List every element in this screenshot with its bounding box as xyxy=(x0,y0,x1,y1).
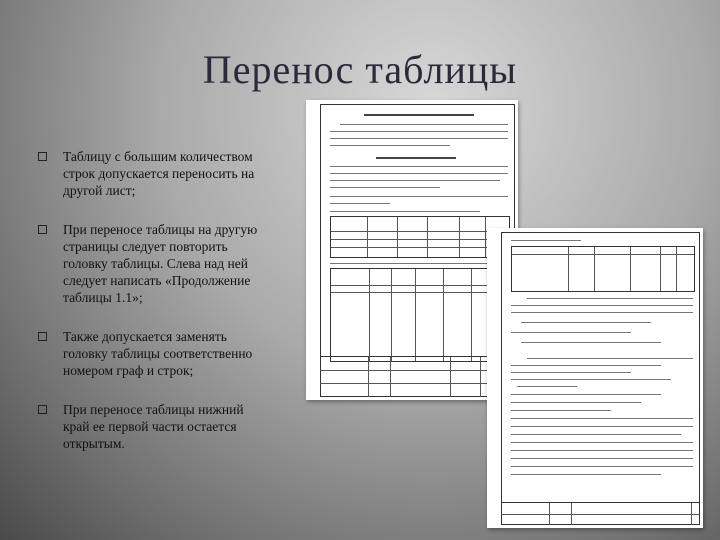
large-table-part-1 xyxy=(330,268,510,362)
text-line xyxy=(511,466,693,467)
text-line xyxy=(511,410,611,411)
table-caption-line xyxy=(330,211,480,212)
title-block-stamp xyxy=(320,356,515,397)
text-line xyxy=(511,434,681,435)
doc-heading-line xyxy=(364,114,474,116)
formula-line xyxy=(521,342,661,343)
text-line xyxy=(511,379,671,380)
text-line xyxy=(511,365,661,366)
text-line xyxy=(330,196,508,197)
large-table-part-2 xyxy=(511,246,695,292)
text-line xyxy=(527,298,693,299)
text-line xyxy=(527,358,693,359)
text-line xyxy=(330,138,508,139)
bullet-item xyxy=(38,328,273,379)
text-line xyxy=(511,372,631,373)
text-line xyxy=(330,187,440,188)
text-line xyxy=(340,124,508,125)
bullet-text: При переносе таблицы на другую страницы следует повторить головку таблицы. Слева над ней следует написать «Продолжение таблицы 1.1»; xyxy=(63,222,258,305)
text-line xyxy=(511,312,693,313)
text-line xyxy=(511,442,693,443)
bullet-item xyxy=(38,221,273,306)
title-block-stamp xyxy=(501,502,700,525)
text-line xyxy=(330,203,390,204)
table-caption-line xyxy=(330,263,490,264)
text-line xyxy=(330,180,500,181)
text-line xyxy=(511,332,631,333)
bullet-text: Таблицу с большим количеством строк допускается переносить на другой лист; xyxy=(63,149,255,198)
text-line xyxy=(511,458,693,459)
text-line xyxy=(511,394,661,395)
text-line xyxy=(330,131,508,132)
slide-title: Перенос таблицы xyxy=(202,47,518,92)
text-line xyxy=(511,418,693,419)
text-line xyxy=(330,166,508,167)
text-line xyxy=(511,450,693,451)
formula-line xyxy=(521,322,651,323)
square-bullet-icon xyxy=(38,152,47,161)
text-line xyxy=(330,173,508,174)
bullet-list xyxy=(38,148,273,474)
small-table xyxy=(330,216,510,258)
bullet-item xyxy=(38,148,273,199)
bullet-item xyxy=(38,401,273,452)
bullet-text: При переносе таблицы нижний край ее первой части остается открытым. xyxy=(63,402,244,451)
square-bullet-icon xyxy=(38,405,47,414)
text-line xyxy=(330,145,450,146)
section-heading-line xyxy=(376,157,456,159)
bullet-text: Также допускается заменять головку таблицы соответственно номером граф и строк; xyxy=(63,329,253,378)
text-line xyxy=(511,474,661,475)
document-page-2 xyxy=(487,228,703,528)
text-line xyxy=(517,386,577,387)
text-line xyxy=(511,402,641,403)
text-line xyxy=(511,426,693,427)
square-bullet-icon xyxy=(38,332,47,341)
continuation-caption-line xyxy=(511,240,581,241)
square-bullet-icon xyxy=(38,225,47,234)
text-line xyxy=(511,305,693,306)
